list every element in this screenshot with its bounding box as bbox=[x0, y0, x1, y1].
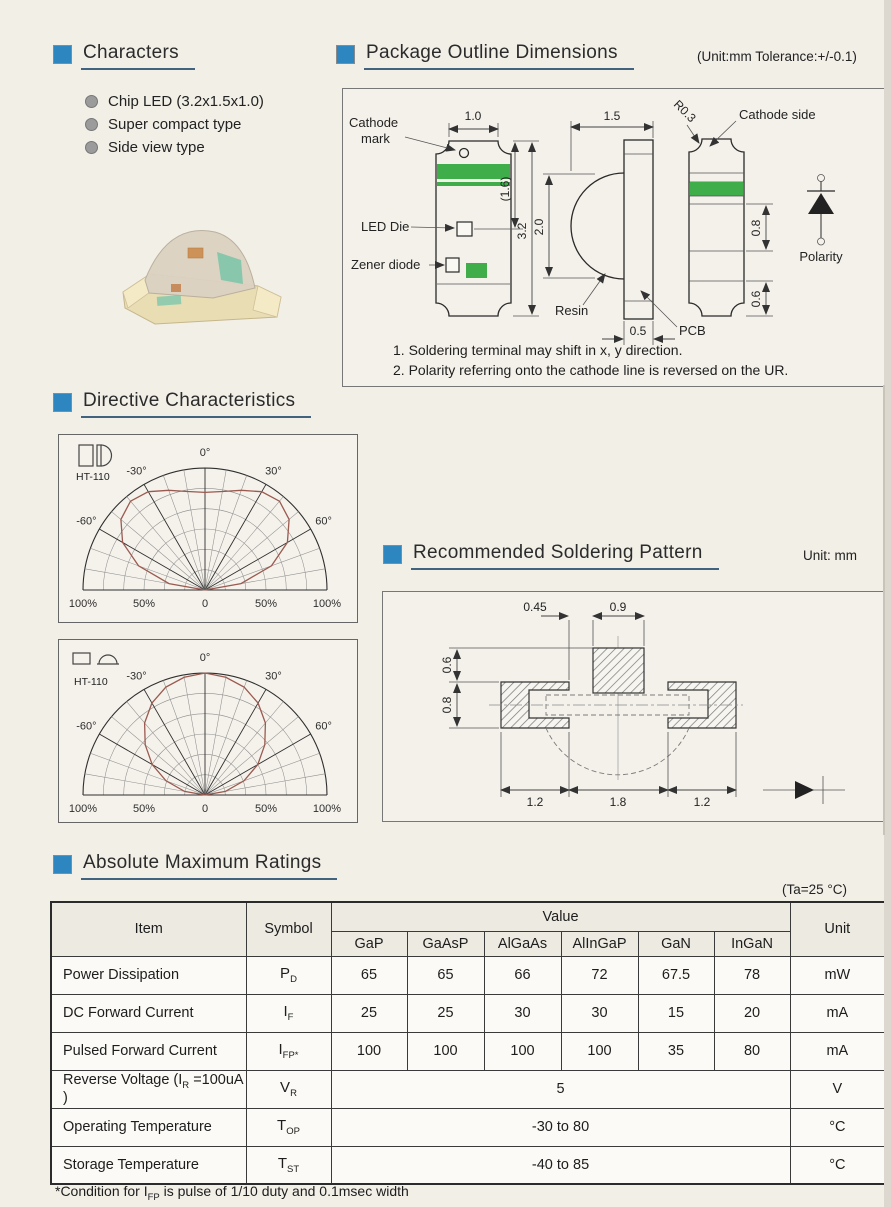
center-pad bbox=[593, 648, 644, 693]
package-note-1: 1. Soldering terminal may shift in x, y direction. bbox=[393, 342, 683, 358]
polarity-symbol bbox=[799, 175, 843, 265]
soldering-unit-note: Unit: mm bbox=[803, 548, 857, 563]
table-cell-symbol: $T_{ST}$ bbox=[246, 1146, 331, 1184]
dim-top-height: 0.6 bbox=[440, 656, 454, 674]
table-cell-item: Storage Temperature bbox=[51, 1146, 246, 1184]
table-cell-unit: °C bbox=[790, 1146, 885, 1184]
list-item bbox=[85, 93, 264, 110]
table-cell: 15 bbox=[638, 994, 714, 1032]
table-cell: 20 bbox=[714, 994, 790, 1032]
radiation-pattern-chart-top bbox=[59, 640, 357, 822]
list-item bbox=[85, 139, 264, 156]
characters-title: Characters bbox=[81, 42, 195, 70]
led-photo bbox=[93, 196, 305, 338]
legend-side-view-icon bbox=[79, 445, 112, 466]
legend-label: HT-110 bbox=[74, 676, 108, 688]
table-cell: 100 bbox=[331, 1032, 407, 1070]
scan-edge-line bbox=[883, 385, 885, 835]
led-die-symbol bbox=[457, 222, 472, 236]
table-cell: 80 bbox=[714, 1032, 790, 1070]
table-header-unit: Unit bbox=[790, 902, 885, 956]
svg-text:50%: 50% bbox=[254, 598, 278, 610]
table-cell-unit: V bbox=[790, 1070, 885, 1108]
table-footnote: *Condition for $I_{FP}$ is pulse of 1/10 duty and 0.1msec width bbox=[55, 1183, 409, 1203]
dim-left-pad-width: 1.2 bbox=[526, 795, 544, 809]
end-view bbox=[671, 97, 816, 316]
soldering-title: Recommended Soldering Pattern bbox=[411, 542, 719, 570]
dim-pad-height: 0.8 bbox=[440, 696, 454, 714]
dim-right-pad-width: 1.2 bbox=[693, 795, 711, 809]
svg-text:60°: 60° bbox=[315, 515, 332, 528]
list-item bbox=[85, 116, 264, 133]
dim-center-span: 1.8 bbox=[609, 795, 627, 809]
dim-gap: 0.45 bbox=[523, 600, 547, 614]
table-cell-unit: °C bbox=[790, 1108, 885, 1146]
table-cell-symbol: $I_F$ bbox=[246, 994, 331, 1032]
bullet-icon bbox=[85, 95, 98, 108]
package-outline-title: Package Outline Dimensions bbox=[364, 42, 634, 70]
dim-inner-height: (1.6) bbox=[498, 176, 512, 202]
label-resin: Resin bbox=[555, 303, 589, 318]
table-row bbox=[51, 1108, 885, 1146]
svg-text:0°: 0° bbox=[199, 447, 211, 459]
table-cell: 35 bbox=[638, 1032, 714, 1070]
svg-text:100%: 100% bbox=[68, 598, 98, 610]
svg-text:0°: 0° bbox=[199, 652, 211, 664]
label-zener-diode: Zener diode bbox=[351, 257, 421, 272]
table-cell: 25 bbox=[331, 994, 407, 1032]
zener-diode-symbol bbox=[446, 258, 459, 272]
label-radius: R0.3 bbox=[670, 97, 699, 126]
table-cell-item: Reverse Voltage ($I_R =100uA$ ) bbox=[51, 1070, 246, 1108]
table-header-material: InGaN bbox=[714, 931, 790, 956]
radiation-pattern-chart-side bbox=[59, 435, 357, 622]
section-marker-icon bbox=[53, 45, 72, 64]
svg-text:100%: 100% bbox=[68, 803, 98, 815]
dim-electrode-top: 0.8 bbox=[749, 219, 763, 237]
directive-section-header bbox=[53, 390, 311, 418]
section-marker-icon bbox=[53, 855, 72, 874]
dim-side-width: 1.5 bbox=[603, 109, 621, 123]
svg-text:60°: 60° bbox=[315, 720, 332, 733]
radiation-pattern-box-2 bbox=[58, 639, 358, 823]
table-cell: 78 bbox=[714, 956, 790, 994]
dim-resin-diameter: 2.0 bbox=[532, 218, 546, 236]
svg-text:50%: 50% bbox=[132, 803, 156, 815]
table-header-value: Value bbox=[331, 902, 790, 931]
soldering-pattern-box bbox=[382, 591, 886, 822]
section-marker-icon bbox=[336, 45, 355, 64]
svg-text:-60°: -60° bbox=[76, 720, 97, 733]
radiation-pattern-box-1 bbox=[58, 434, 358, 623]
svg-text:-60°: -60° bbox=[76, 515, 97, 528]
package-outline-drawing bbox=[343, 89, 885, 386]
table-cell: 25 bbox=[407, 994, 484, 1032]
legend-top-view-icon bbox=[73, 653, 119, 664]
dim-center-pad-width: 0.9 bbox=[609, 600, 627, 614]
dim-top-width: 1.0 bbox=[464, 109, 482, 123]
package-outline-section-header bbox=[336, 42, 634, 70]
characters-list bbox=[85, 93, 264, 162]
table-row bbox=[51, 956, 885, 994]
table-cell: 66 bbox=[484, 956, 561, 994]
table-cell: 65 bbox=[407, 956, 484, 994]
svg-text:100%: 100% bbox=[312, 598, 342, 610]
svg-text:-30°: -30° bbox=[126, 465, 147, 478]
soldering-pattern-drawing bbox=[383, 592, 885, 821]
ratings-section-header bbox=[53, 852, 337, 880]
table-cell: 30 bbox=[484, 994, 561, 1032]
label-pcb: PCB bbox=[679, 323, 706, 338]
svg-text:50%: 50% bbox=[132, 598, 156, 610]
lens-outline bbox=[546, 728, 689, 775]
bullet-icon bbox=[85, 141, 98, 154]
characters-bullet: Side view type bbox=[108, 139, 205, 156]
table-header-item: Item bbox=[51, 902, 246, 956]
svg-text:0: 0 bbox=[201, 598, 209, 610]
table-cell-span: -30 to 80 bbox=[331, 1108, 790, 1146]
legend-label: HT-110 bbox=[76, 471, 110, 483]
label-cathode-mark-2: mark bbox=[361, 131, 390, 146]
table-cell: 72 bbox=[561, 956, 638, 994]
table-row bbox=[51, 994, 885, 1032]
table-cell-unit: mA bbox=[790, 994, 885, 1032]
table-cell: 30 bbox=[561, 994, 638, 1032]
section-marker-icon bbox=[53, 393, 72, 412]
label-polarity: Polarity bbox=[799, 249, 843, 264]
label-cathode-side: Cathode side bbox=[739, 107, 816, 122]
table-row bbox=[51, 1032, 885, 1070]
table-cell: 100 bbox=[407, 1032, 484, 1070]
package-outline-drawing-box bbox=[342, 88, 886, 387]
table-cell-symbol: $I_{FP*}$ bbox=[246, 1032, 331, 1070]
table-cell-span: -40 to 85 bbox=[331, 1146, 790, 1184]
svg-text:50%: 50% bbox=[254, 803, 278, 815]
table-cell-unit: mW bbox=[790, 956, 885, 994]
table-cell: 100 bbox=[484, 1032, 561, 1070]
table-header-material: AlInGaP bbox=[561, 931, 638, 956]
table-cell-item: DC Forward Current bbox=[51, 994, 246, 1032]
directive-title: Directive Characteristics bbox=[81, 390, 311, 418]
section-marker-icon bbox=[383, 545, 402, 564]
table-cell: 100 bbox=[561, 1032, 638, 1070]
package-outline-unit-note: (Unit:mm Tolerance:+/-0.1) bbox=[697, 49, 857, 64]
package-note-2: 2. Polarity referring onto the cathode line is reversed on the UR. bbox=[393, 362, 789, 378]
table-cell-item: Power Dissipation bbox=[51, 956, 246, 994]
label-led-die: LED Die bbox=[361, 219, 410, 234]
table-cell-item: Operating Temperature bbox=[51, 1108, 246, 1146]
svg-text:100%: 100% bbox=[312, 803, 342, 815]
dim-pcb-thickness: 0.5 bbox=[629, 324, 647, 338]
table-cell-item: Pulsed Forward Current bbox=[51, 1032, 246, 1070]
table-row bbox=[51, 1146, 885, 1184]
direction-arrow-icon bbox=[763, 776, 845, 804]
table-cell-unit: mA bbox=[790, 1032, 885, 1070]
table-cell: 67.5 bbox=[638, 956, 714, 994]
table-header-symbol: Symbol bbox=[246, 902, 331, 956]
table-cell-symbol: $V_R$ bbox=[246, 1070, 331, 1108]
scan-edge-shadow bbox=[884, 0, 891, 1207]
ratings-title: Absolute Maximum Ratings bbox=[81, 852, 337, 880]
table-cell-span: 5 bbox=[331, 1070, 790, 1108]
front-view bbox=[349, 109, 539, 316]
characters-bullet: Super compact type bbox=[108, 116, 242, 133]
characters-section-header bbox=[53, 42, 195, 70]
table-header-material: GaP bbox=[331, 931, 407, 956]
table-header-material: AlGaAs bbox=[484, 931, 561, 956]
label-cathode-mark: Cathode bbox=[349, 115, 399, 130]
svg-text:-30°: -30° bbox=[126, 670, 147, 683]
table-row bbox=[51, 1070, 885, 1108]
bullet-icon bbox=[85, 118, 98, 131]
table-cell: 65 bbox=[331, 956, 407, 994]
table-header-material: GaAsP bbox=[407, 931, 484, 956]
svg-text:30°: 30° bbox=[265, 465, 282, 478]
dim-total-height: 3.2 bbox=[515, 222, 529, 240]
side-view bbox=[532, 109, 706, 345]
characters-bullet: Chip LED (3.2x1.5x1.0) bbox=[108, 93, 264, 110]
table-cell-symbol: $P_D$ bbox=[246, 956, 331, 994]
ratings-condition: (Ta=25 °C) bbox=[782, 882, 848, 897]
soldering-section-header bbox=[383, 542, 719, 570]
absolute-maximum-ratings-table bbox=[50, 901, 886, 1185]
dim-electrode-bottom: 0.6 bbox=[749, 290, 763, 308]
svg-text:0: 0 bbox=[201, 803, 209, 815]
table-cell-symbol: $T_{OP}$ bbox=[246, 1108, 331, 1146]
table-header-material: GaN bbox=[638, 931, 714, 956]
svg-text:30°: 30° bbox=[265, 670, 282, 683]
